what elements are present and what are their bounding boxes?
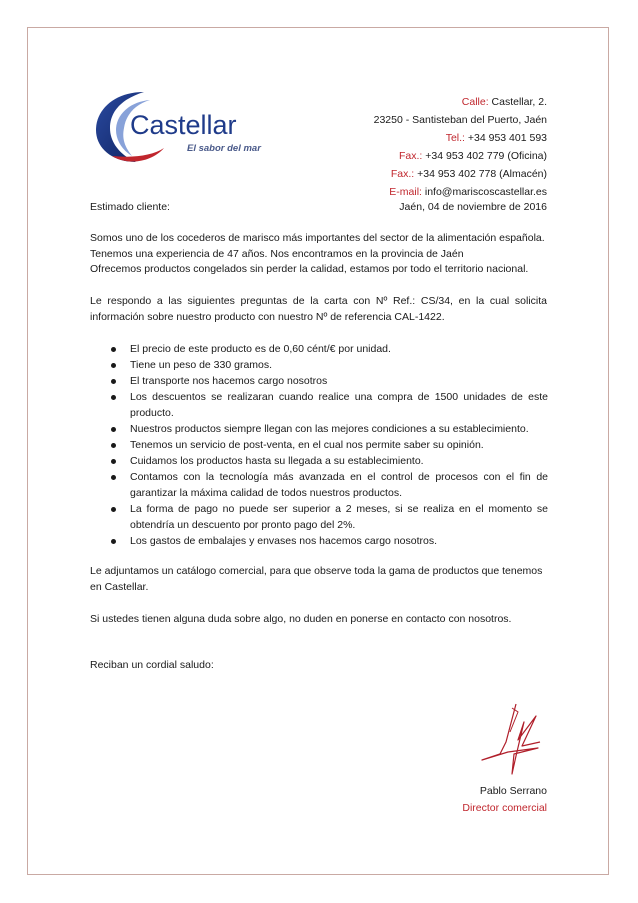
address-line: Fax.: +34 953 402 778 (Almacén) [390, 168, 547, 180]
sender-address [374, 93, 547, 201]
list-item: Los descuentos se realizaran cuando realice una compra de 1500 unidades de este producto. [110, 389, 548, 421]
reference-paragraph: Le respondo a las siguientes preguntas de la carta con Nº Ref.: CS/34, en la cual solicita información sobre nuestro producto con nuestro Nº de referencia CAL-1422. [90, 295, 547, 323]
intro-line: Somos uno de los cocederos de marisco más importantes del sector de la alimentación española. [90, 232, 545, 244]
signer-name: Pablo Serrano [479, 785, 547, 797]
address-line: 23250 - Santisteban del Puerto, Jaén [373, 114, 547, 126]
list-item: Tenemos un servicio de post-venta, en el cual nos permite saber su opinión. [110, 437, 548, 453]
bullet-icon [111, 347, 116, 352]
address-line: Calle: Castellar, 2. [461, 96, 547, 108]
list-item: La forma de pago no puede ser superior a 2 meses, si se realiza en el momento se obtendría un descuento por pronto pago del 2%. [110, 501, 548, 533]
greeting-row [90, 201, 547, 213]
list-item: El transporte nos hacemos cargo nosotros [110, 373, 548, 389]
letter-date: Jaén, 04 de noviembre de 2016 [399, 201, 547, 213]
signature-icon [478, 702, 548, 777]
bullet-icon [111, 539, 116, 544]
logo-tagline: El sabor del mar [187, 143, 261, 154]
intro-paragraph [90, 231, 550, 278]
bullet-icon [111, 507, 116, 512]
company-logo [92, 86, 272, 166]
bullet-icon [111, 363, 116, 368]
bullet-icon [111, 395, 116, 400]
bullet-icon [111, 443, 116, 448]
address-line: E-mail: info@mariscoscastellar.es [389, 186, 547, 198]
list-item: El precio de este producto es de 0,60 cént/€ por unidad. [110, 341, 548, 357]
list-item: Nuestros productos siempre llegan con las mejores condiciones a su establecimiento. [110, 421, 548, 437]
list-item: Tiene un peso de 330 gramos. [110, 357, 548, 373]
list-item: Los gastos de embalajes y envases nos hacemos cargo nosotros. [110, 533, 548, 549]
address-line: Tel.: +34 953 401 593 [445, 132, 547, 144]
bullet-icon [111, 459, 116, 464]
greeting: Estimado cliente: [90, 201, 170, 213]
signer-role: Director comercial [462, 802, 547, 814]
doubts-paragraph: Si ustedes tienen alguna duda sobre algo, no duden en ponerse en contacto con nosotros. [90, 613, 512, 625]
list-item: Cuidamos los productos hasta su llegada a su establecimiento. [110, 453, 548, 469]
product-details-list [110, 341, 548, 549]
address-line: Fax.: +34 953 402 779 (Oficina) [399, 150, 547, 162]
list-item: Contamos con la tecnología más avanzada en el control de procesos con el fin de garantizar la máxima calidad de todos nuestros productos. [110, 469, 548, 501]
intro-line: Tenemos una experiencia de 47 años. Nos encontramos en la provincia de Jaén [90, 247, 464, 260]
bullet-icon [111, 475, 116, 480]
catalog-paragraph: Le adjuntamos un catálogo comercial, para que observe toda la gama de productos que tenemos en Castellar. [90, 565, 543, 593]
bullet-icon [111, 427, 116, 432]
signature-block [462, 783, 547, 817]
logo-name: Castellar [130, 110, 237, 140]
closing-paragraph: Reciban un cordial saludo: [90, 659, 214, 671]
bullet-icon [111, 379, 116, 384]
intro-line: Ofrecemos productos congelados sin perder la calidad, estamos por todo el territorio nacional. [90, 263, 529, 275]
